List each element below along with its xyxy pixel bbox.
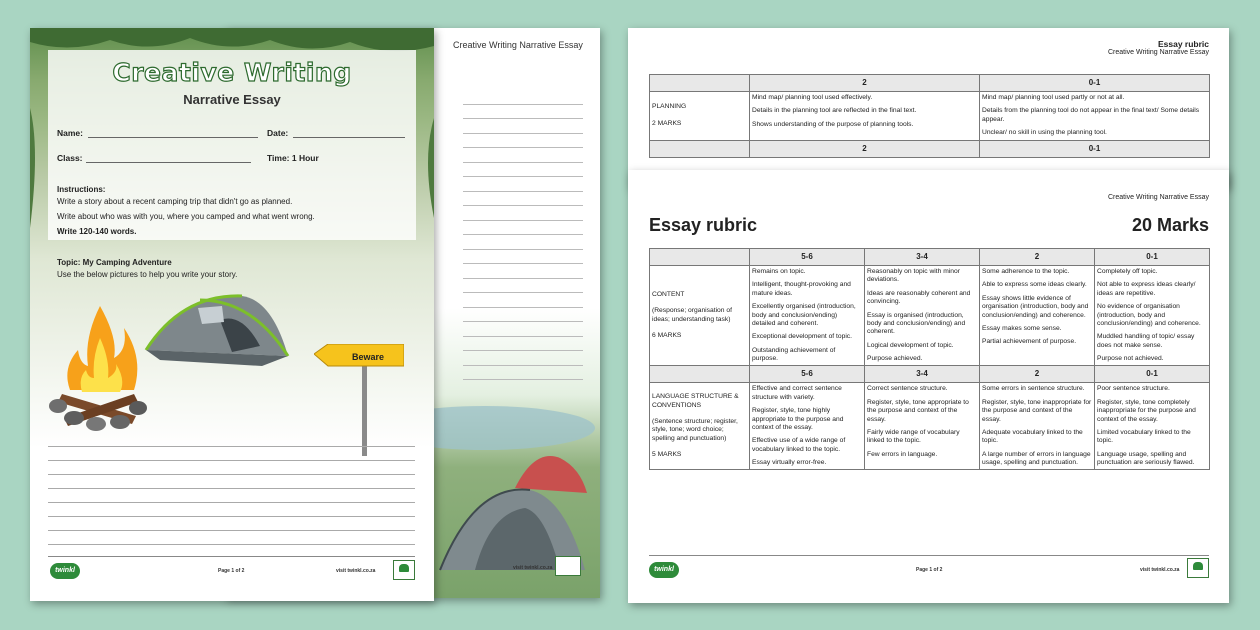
- descriptor-text: Fairly wide range of vocabulary linked to the topic.: [867, 428, 960, 445]
- descriptor-text: Poor sentence structure.: [1097, 385, 1170, 393]
- descriptor-text: Essay makes some sense.: [982, 324, 1062, 332]
- topic-hint: Use the below pictures to help you write your story.: [57, 270, 238, 279]
- descriptor-cell: [750, 92, 980, 141]
- descriptor-text: Register, style, tone appropriate to the purpose and context of the essay.: [867, 398, 969, 423]
- descriptor-cell: [980, 266, 1095, 366]
- descriptor-text: Outstanding achievement of purpose.: [752, 346, 836, 362]
- criterion-description: (Sentence structure; register, style, tone; word choice; spelling and punctuation): [652, 418, 738, 442]
- descriptor-cell: [980, 92, 1210, 141]
- descriptor-text: Reasonably on topic with minor deviations.: [867, 268, 960, 284]
- table-header-cell: 2: [980, 249, 1095, 266]
- descriptor-text: Mind map/ planning tool used effectively.: [752, 94, 873, 101]
- topic-heading: Topic: My Camping Adventure: [57, 258, 172, 267]
- instruction-line: Write about who was with you, where you camped and what went wrong.: [57, 212, 315, 221]
- criterion-marks: 2 MARKS: [652, 119, 682, 127]
- descriptor-text: Purpose not achieved.: [1097, 355, 1164, 362]
- quality-badge-icon: [393, 560, 415, 580]
- table-header-cell: [650, 249, 750, 266]
- descriptor-text: Some adherence to the topic.: [982, 268, 1070, 275]
- descriptor-text: Few errors in language.: [867, 450, 938, 458]
- descriptor-text: Partial achievement of purpose.: [982, 338, 1077, 346]
- rubric-header-title: Essay rubric: [1157, 39, 1209, 49]
- quality-badge-icon: [1187, 558, 1209, 578]
- page-number: Page 1 of 2: [916, 567, 943, 573]
- tent-illustration: [142, 290, 292, 370]
- table-header-cell: [650, 140, 750, 157]
- table-header-cell: 0-1: [1095, 249, 1210, 266]
- writing-line[interactable]: [48, 488, 415, 489]
- sign-label: Beware: [352, 352, 385, 362]
- planning-rubric-table: [649, 74, 1210, 158]
- descriptor-cell: [1095, 383, 1210, 470]
- descriptor-cell: [865, 383, 980, 470]
- rubric-total-marks: 20 Marks: [1131, 215, 1209, 235]
- descriptor-text: Shows understanding of the purpose of planning tools.: [752, 120, 914, 128]
- date-label: Date:: [267, 128, 289, 138]
- descriptor-text: Mind map/ planning tool used partly or not at all.: [982, 94, 1125, 101]
- rubric-header-subtitle: Creative Writing Narrative Essay: [1107, 194, 1209, 201]
- criterion-label: LANGUAGE STRUCTURE & CONVENTIONS: [652, 393, 739, 409]
- descriptor-text: Some errors in sentence structure.: [982, 385, 1085, 393]
- table-header-cell: 0-1: [980, 75, 1210, 92]
- descriptor-text: Details in the planning tool are reflected in the final text.: [752, 107, 917, 115]
- descriptor-text: A large number of errors in language usage, spelling and punctuation.: [982, 450, 1091, 466]
- descriptor-text: Exceptional development of topic.: [752, 333, 853, 341]
- descriptor-cell: [1095, 266, 1210, 366]
- page-2-title: Creative Writing Narrative Essay: [453, 40, 583, 50]
- instructions-heading: Instructions:: [57, 185, 106, 194]
- descriptor-text: Essay virtually error-free.: [752, 459, 827, 466]
- writing-line[interactable]: [48, 474, 415, 475]
- descriptor-text: Muddled handling of topic/ essay does not make sense.: [1097, 333, 1195, 349]
- writing-lines: [463, 90, 583, 380]
- footer-divider: [649, 555, 1209, 556]
- writing-line[interactable]: [48, 530, 415, 531]
- class-label: Class:: [57, 153, 83, 163]
- time-label: Time: 1 Hour: [267, 153, 319, 163]
- table-header-cell: 2: [980, 366, 1095, 383]
- criterion-cell: [650, 92, 750, 141]
- table-header-cell: 2: [750, 140, 980, 157]
- twinkl-logo: twinkl: [649, 562, 679, 578]
- descriptor-text: Ideas are reasonably coherent and convincing.: [867, 289, 971, 306]
- descriptor-text: Not able to express ideas clearly/ ideas are repetitive.: [1097, 281, 1196, 297]
- name-label: Name:: [57, 128, 83, 138]
- descriptor-text: Able to express some ideas clearly.: [982, 281, 1087, 289]
- writing-line[interactable]: [48, 446, 415, 447]
- instruction-line: Write a story about a recent camping trip that didn't go as planned.: [57, 197, 293, 206]
- descriptor-text: Language usage, spelling and punctuation are seriously flawed.: [1097, 450, 1195, 466]
- descriptor-text: Adequate vocabulary linked to the topic.: [982, 428, 1083, 445]
- descriptor-text: Register, style, tone inappropriate for the purpose and context of the essay.: [982, 398, 1092, 423]
- quality-badge-icon: [555, 556, 581, 576]
- descriptor-text: Details from the planning tool do not appear in the final text/ Some details appear.: [982, 107, 1200, 123]
- descriptor-text: Limited vocabulary linked to the topic.: [1097, 428, 1191, 445]
- rubric-header-subtitle: Creative Writing Narrative Essay: [1107, 49, 1209, 56]
- visit-link: visit twinkl.co.za: [1140, 567, 1180, 573]
- table-header-cell: 0-1: [980, 140, 1210, 157]
- page-number: Page 1 of 2: [218, 568, 245, 574]
- descriptor-text: Intelligent, thought-provoking and mature ideas.: [752, 281, 851, 297]
- descriptor-cell: [865, 266, 980, 366]
- writing-line[interactable]: [48, 460, 415, 461]
- descriptor-cell: [750, 383, 865, 470]
- descriptor-text: Unclear/ no skill in using the planning tool.: [982, 129, 1107, 137]
- rubric-page-front: [628, 170, 1229, 603]
- descriptor-text: Correct sentence structure.: [867, 385, 948, 393]
- page-title: Creative Writing: [112, 58, 352, 87]
- descriptor-text: Purpose achieved.: [867, 355, 923, 362]
- descriptor-text: Excellently organised (introduction, body and conclusion/ending) detailed and coherent.: [752, 303, 856, 327]
- criterion-marks: 5 MARKS: [652, 451, 682, 459]
- table-header-cell: 2: [750, 75, 980, 92]
- table-header-cell: 5-6: [750, 366, 865, 383]
- worksheet-page-1: [30, 28, 434, 601]
- name-field[interactable]: [88, 137, 258, 138]
- descriptor-text: Essay is organised (introduction, body and conclusion/ending) and coherent.: [867, 311, 966, 336]
- instruction-line: Write 120-140 words.: [57, 227, 137, 236]
- class-field[interactable]: [86, 162, 251, 163]
- criterion-description: (Response; organisation of ideas; understanding task): [652, 307, 732, 323]
- table-header-cell: 5-6: [750, 249, 865, 266]
- footer-divider: [48, 556, 415, 557]
- writing-line[interactable]: [48, 516, 415, 517]
- table-header-cell: 0-1: [1095, 366, 1210, 383]
- writing-line[interactable]: [48, 544, 415, 545]
- writing-line[interactable]: [48, 502, 415, 503]
- table-header-cell: [650, 75, 750, 92]
- date-field[interactable]: [293, 137, 405, 138]
- descriptor-text: Register, style, tone highly appropriate to the purpose and context of the essay.: [752, 407, 844, 431]
- essay-rubric-table: [649, 248, 1210, 470]
- table-header-cell: [650, 366, 750, 383]
- descriptor-text: Effective and correct sentence structure with variety.: [752, 385, 842, 401]
- rubric-title: Essay rubric: [649, 215, 758, 235]
- table-header-cell: 3-4: [865, 249, 980, 266]
- table-header-cell: 3-4: [865, 366, 980, 383]
- page-subtitle: Narrative Essay: [183, 92, 281, 107]
- descriptor-text: Effective use of a wide range of vocabulary linked to the topic.: [752, 437, 846, 453]
- visit-link: visit twinkl.co.za: [336, 568, 376, 574]
- descriptor-text: Register, style, tone completely inappropriate for the purpose and context of the essay.: [1097, 398, 1196, 423]
- criterion-label: CONTENT: [652, 290, 685, 298]
- descriptor-cell: [980, 383, 1095, 470]
- criterion-cell: [650, 383, 750, 470]
- criterion-cell: [650, 266, 750, 366]
- descriptor-text: Remains on topic.: [752, 268, 806, 275]
- descriptor-text: Logical development of topic.: [867, 341, 954, 349]
- campfire-illustration: [48, 298, 148, 433]
- criterion-marks: 6 MARKS: [652, 332, 682, 340]
- visit-link: visit twinkl.co.za: [513, 565, 553, 571]
- rubric-page-back: [628, 28, 1229, 188]
- descriptor-cell: [750, 266, 865, 366]
- descriptor-text: Completely off topic.: [1097, 268, 1158, 275]
- twinkl-logo: twinkl: [50, 563, 80, 579]
- criterion-label: PLANNING: [652, 103, 687, 111]
- descriptor-text: Essay shows little evidence of organisation (introduction, body and conclusion/ending) and coherence.: [982, 294, 1089, 319]
- descriptor-text: No evidence of organisation (introduction, body and conclusion/ending) and coherence.: [1097, 303, 1201, 327]
